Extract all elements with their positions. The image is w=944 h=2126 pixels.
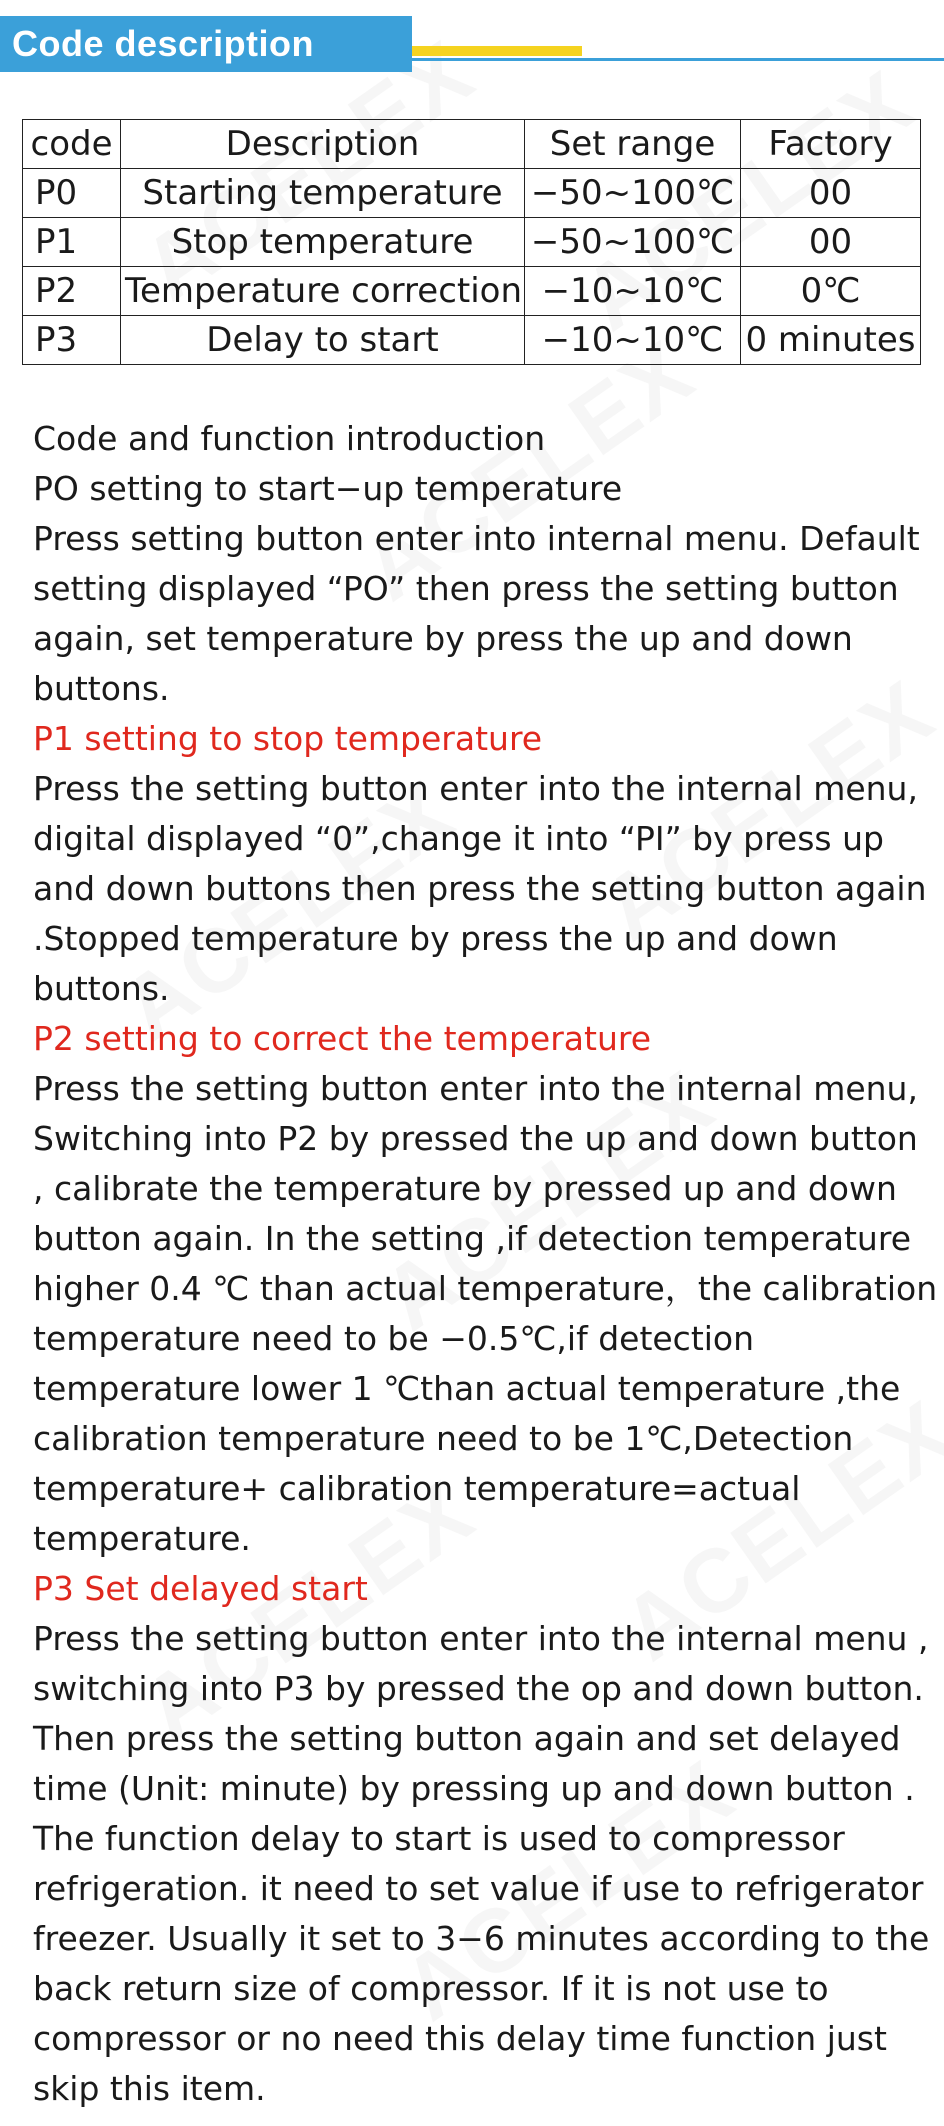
column-header: code: [23, 120, 121, 169]
p2-paragraph: Press the setting button enter into the internal menu, Switching into P2 by pressed the up and down button , calibrate the temperature by pressed up and down button again. In the setting ,if detection temperature higher 0.4 ℃ than actual temperature，the calibration temperature need to be −0.5℃,if detection temperature lower 1 ℃than actual temperature ,the calibration temperature need to be 1℃,Detection temperature+ calibration temperature=actual temperature.: [33, 1069, 938, 1558]
column-header: Set range: [525, 120, 741, 169]
table-header-row: [23, 120, 921, 169]
table-cell: −50~100℃: [525, 218, 741, 267]
p1-heading: P1 setting to stop temperature: [33, 719, 543, 758]
p3-paragraph: Press the setting button enter into the internal menu , switching into P3 by pressed the op and down button. Then press the setting button again and set delayed time (Unit: minute) by pressing up and down button . The function delay to start is used to compressor refrigeration. it need to set value if use to refrigerator freezer. Usually it set to 3−6 minutes according to the back return size of compressor. If it is not use to compressor or no need this delay time function just skip this item.: [33, 1619, 930, 2108]
p3-heading: P3 Set delayed start: [33, 1569, 368, 1608]
table-cell: 00: [741, 169, 921, 218]
header-accent-bar: [412, 46, 582, 56]
table-cell: Stop temperature: [121, 218, 525, 267]
table-cell: Delay to start: [121, 316, 525, 365]
code-table: [22, 119, 921, 365]
section-header: [0, 16, 944, 72]
table-cell: P3: [23, 316, 121, 365]
table-row: [23, 218, 921, 267]
table-cell: −50~100℃: [525, 169, 741, 218]
column-header: Description: [121, 120, 525, 169]
table-cell: −10~10℃: [525, 316, 741, 365]
table-row: [23, 316, 921, 365]
function-description: [33, 414, 938, 2114]
table-cell: P1: [23, 218, 121, 267]
intro-heading: Code and function introduction: [33, 419, 546, 458]
table-cell: Starting temperature: [121, 169, 525, 218]
table-row: [23, 169, 921, 218]
table-cell: Temperature correction: [121, 267, 525, 316]
p0-heading: PO setting to start−up temperature: [33, 469, 623, 508]
p1-paragraph: Press the setting button enter into the internal menu, digital displayed “0”,change it into “PI” by press up and down buttons then press the setting button again .Stopped temperature by press the up and down buttons.: [33, 769, 927, 1008]
header-rule: [412, 58, 944, 61]
table-cell: 0℃: [741, 267, 921, 316]
table-cell: P0: [23, 169, 121, 218]
column-header: Factory: [741, 120, 921, 169]
table-cell: 00: [741, 218, 921, 267]
table-cell: P2: [23, 267, 121, 316]
section-title: Code description: [0, 16, 412, 72]
p2-heading: P2 setting to correct the temperature: [33, 1019, 652, 1058]
table-cell: −10~10℃: [525, 267, 741, 316]
table-row: [23, 267, 921, 316]
p0-paragraph: Press setting button enter into internal menu. Default setting displayed “PO” then press the setting button again, set temperature by press the up and down buttons.: [33, 519, 920, 708]
table-cell: 0 minutes: [741, 316, 921, 365]
